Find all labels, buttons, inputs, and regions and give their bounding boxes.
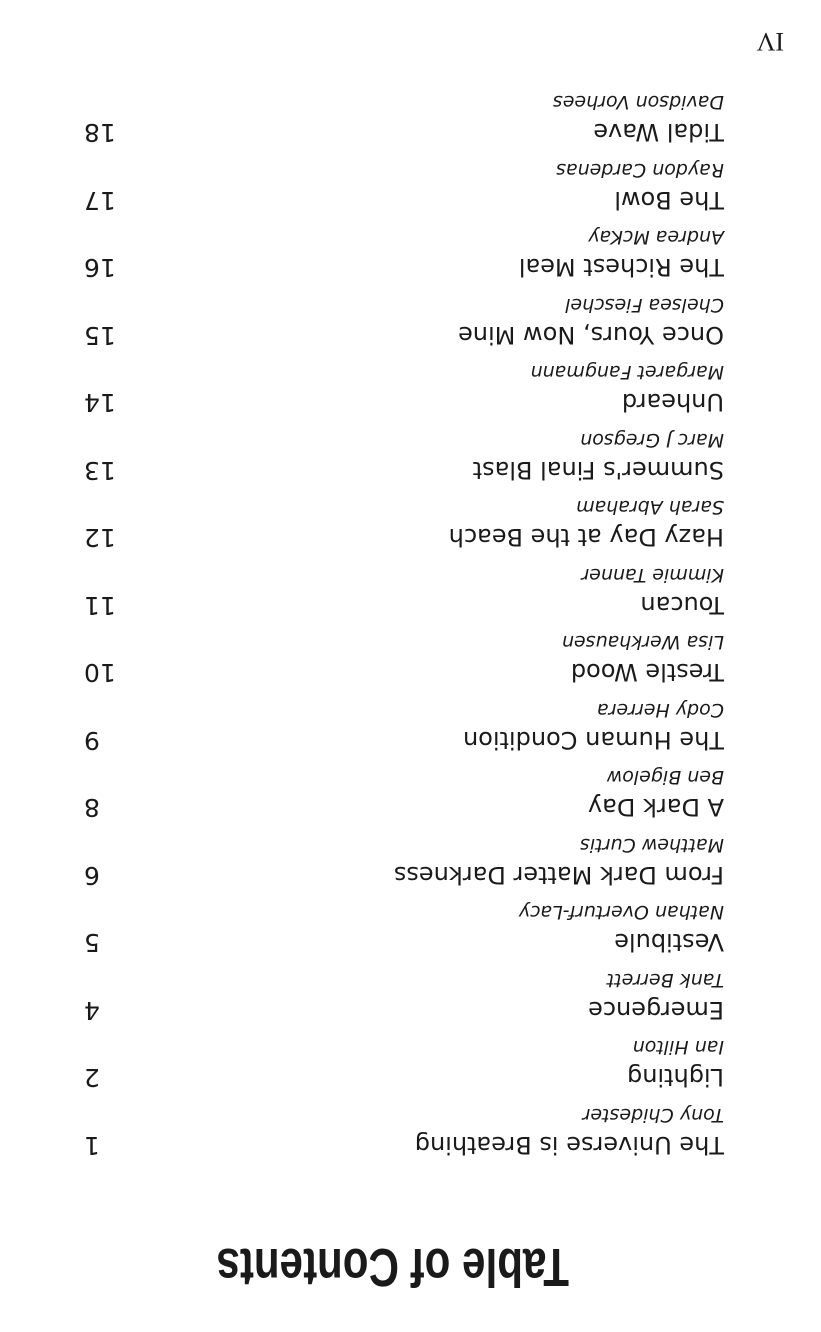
toc-entry (84, 350, 724, 418)
entry-page-number: 18 (84, 118, 116, 148)
entry-page-number: 13 (84, 456, 116, 485)
entry-author: Raydon Cardenas (556, 159, 724, 181)
toc-entry (84, 890, 724, 958)
toc-entry (84, 823, 724, 891)
toc-entry (84, 688, 724, 756)
toc-entry (84, 553, 724, 621)
page-title: Table of Contents (216, 1237, 569, 1297)
entry-page-number: 14 (84, 388, 116, 418)
entry-page-number: 4 (84, 996, 100, 1025)
entry-title: Toucan (640, 591, 724, 619)
toc-entry (84, 215, 724, 283)
entry-title: Trestle Wood (570, 658, 724, 687)
toc-entry (84, 418, 724, 486)
entry-author: Cody Herrera (597, 699, 724, 721)
toc-list (84, 80, 724, 1160)
entry-page-number: 8 (84, 793, 100, 823)
entry-title: Vestibule (614, 928, 724, 957)
entry-page-number: 17 (84, 186, 116, 215)
toc-entry (84, 148, 724, 216)
entry-author: Ben Bigelow (606, 766, 724, 789)
entry-title: Summer's Final Blast (472, 456, 724, 484)
entry-author: Tank Berrett (606, 969, 724, 991)
entry-page-number: 16 (84, 253, 116, 283)
entry-title: Hazy Day at the Beach (448, 523, 724, 552)
entry-author: Sarah Abraham (576, 496, 724, 519)
entry-title: Tidal Wave (593, 118, 724, 147)
entry-title: Unheard (621, 388, 724, 417)
toc-entry (84, 958, 724, 1026)
entry-page-number: 15 (84, 321, 116, 350)
entry-author: Kimmie Tanner (581, 564, 724, 586)
entry-title: The Richest Meal (518, 253, 724, 282)
entry-page-number: 2 (84, 1063, 100, 1093)
entry-title: The Bowl (614, 186, 724, 214)
entry-author: Matthew Curtis (580, 834, 724, 856)
toc-entry (84, 80, 724, 148)
entry-title: Emergence (588, 996, 724, 1024)
entry-title: A Dark Day (587, 793, 724, 822)
toc-entry (84, 485, 724, 553)
entry-author: Marc J Gregson (580, 429, 724, 451)
entry-page-number: 6 (84, 861, 100, 890)
entry-page-number: 1 (84, 1131, 100, 1160)
toc-entry (84, 1093, 724, 1161)
folio-page-number: IV (756, 27, 784, 56)
entry-author: Davidson Vorhees (552, 91, 724, 114)
entry-title: Once Yours, Now Mine (458, 321, 724, 349)
toc-entry (84, 1025, 724, 1093)
entry-author: Andrea McKay (588, 226, 724, 249)
entry-author: Nathan Overturf-Lacy (518, 901, 724, 924)
entry-page-number: 9 (84, 726, 100, 755)
entry-title: Lighting (626, 1063, 724, 1092)
entry-author: Ian Hilton (632, 1036, 724, 1059)
entry-author: Chelsea Fieschel (565, 294, 724, 316)
entry-page-number: 11 (84, 591, 116, 620)
entry-page-number: 12 (84, 523, 116, 553)
entry-title: The Human Condition (463, 726, 724, 754)
entry-page-number: 5 (84, 928, 100, 958)
entry-author: Lisa Werkhausen (561, 631, 724, 654)
entry-author: Margaret Fangmann (530, 361, 724, 384)
entry-title: The Universe is Breathing (414, 1131, 724, 1159)
toc-entry (84, 755, 724, 823)
toc-entry (84, 283, 724, 351)
toc-entry (84, 620, 724, 688)
entry-title: From Dark Matter Darkness (393, 861, 724, 889)
entry-page-number: 10 (84, 658, 116, 688)
entry-author: Tony Chidester (582, 1104, 724, 1126)
